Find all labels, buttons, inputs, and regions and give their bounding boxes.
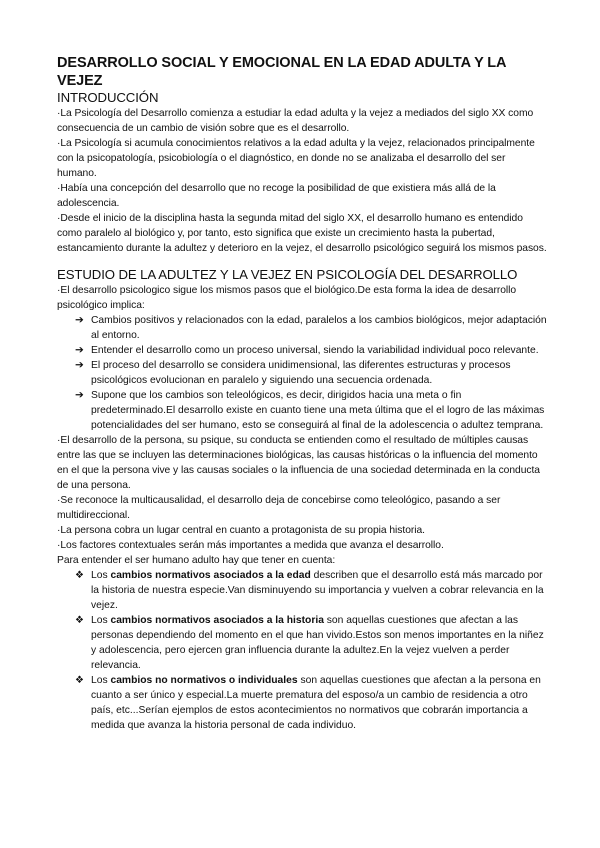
arrow-list — [57, 313, 547, 433]
study-paragraph-5: Para entender el ser humano adulto hay que tener en cuenta: — [57, 555, 336, 566]
arrow-bullet-icon: ➔ — [75, 360, 84, 371]
list-item-bold-term: cambios no normativos o individuales — [110, 675, 298, 686]
list-item-pre: Los — [91, 675, 111, 686]
study-paragraph-2: ·Se reconoce la multicausalidad, el desarrollo deja de concebirse como teleológico, pasando a ser multidireccional. — [57, 495, 501, 521]
intro-paragraph-4: ·Desde el inicio de la disciplina hasta la segunda mitad del siglo XX, el desarrollo humano es entendido como paralelo al biológico y, por tanto, esto significa que existe un crecimiento hasta la pubertad, estancamiento durante la adultez y deterioro en la vejez, el desarrollo psicológico seguirá los mismos pasos. — [57, 213, 547, 254]
arrow-bullet-icon: ➔ — [75, 345, 84, 356]
list-item-text: El proceso del desarrollo se considera unidimensional, las diferentes estructuras y procesos psicológicos evolucionan en paralelo y siguiendo una secuencia ordenada. — [91, 360, 511, 386]
intro-paragraph-1: ·La Psicología del Desarrollo comienza a estudiar la edad adulta y la vejez a mediados del siglo XX como consecuencia de un cambio de visión sobre que es el desarrollo. — [57, 108, 534, 134]
list-item — [57, 568, 547, 613]
intro-paragraph-3: ·Había una concepción del desarrollo que no recoge la posibilidad de que existiera más allá de la adolescencia. — [57, 183, 496, 209]
arrow-bullet-icon: ➔ — [75, 315, 84, 326]
list-item-pre: Los — [91, 615, 111, 626]
list-item — [57, 358, 547, 388]
list-item — [57, 343, 547, 358]
study-intro-paragraph: ·El desarrollo psicologico sigue los mismos pasos que el biológico.De esta forma la idea de desarrollo psicológico implica: — [57, 285, 517, 311]
diamond-list — [57, 568, 547, 733]
list-item-post: describen que el desarrollo está más marcado por la historia de nuestra especie.Van disminuyendo su importancia y vuelven a cobrar relevancia en la vejez. — [91, 570, 544, 611]
study-paragraph-4: ·Los factores contextuales serán más importantes a medida que avanza el desarrollo. — [57, 540, 444, 551]
list-item-pre: Los — [91, 570, 111, 581]
diamond-bullet-icon: ❖ — [75, 615, 84, 626]
list-item-post: son aquellas cuestiones que afectan a la persona en cuanto a ser único y especial.La muerte prematura del esposo/a un cambio de residencia a otro país, etc...Serían ejemplos de estos acontecimientos no normativos que cobrarán importancia a medida que avanza la historia personal de cada individuo. — [91, 675, 541, 731]
study-paragraph-1: ·El desarrollo de la persona, su psique, su conducta se entienden como el resultado de múltiples causas entre las que se incluyen las determinaciones biológicas, las causas históricas o la influencia del momento en el que la persona vive y las causas sociales o la influencia de una sociedad determinada en la conducta de una persona. — [57, 435, 540, 491]
diamond-bullet-icon: ❖ — [75, 675, 84, 686]
section-heading-study: ESTUDIO DE LA ADULTEZ Y LA VEJEZ EN PSICOLOGÍA DEL DESARROLLO — [57, 267, 518, 282]
list-item-text: Entender el desarrollo como un proceso universal, siendo la variabilidad individual poco relevante. — [91, 345, 539, 356]
intro-paragraph-2: ·La Psicología si acumula conocimientos relativos a la edad adulta y la vejez, relacionados principalmente con la psicopatología, psicobiología o el diagnóstico, en donde no se analizaba el desarrollo del ser humano. — [57, 138, 535, 179]
list-item — [57, 613, 547, 673]
arrow-bullet-icon: ➔ — [75, 390, 84, 401]
list-item — [57, 388, 547, 433]
document-page — [57, 54, 547, 733]
list-item-text: Cambios positivos y relacionados con la edad, paralelos a los cambios biológicos, mejor adaptación al entorno. — [91, 315, 547, 341]
list-item — [57, 673, 547, 733]
diamond-bullet-icon: ❖ — [75, 570, 84, 581]
list-item-text: Supone que los cambios son teleológicos, es decir, dirigidos hacia una meta o fin predeterminado.El desarrollo existe en cuanto tiene una meta última que el el logro de las máximas potencialidades del ser humano, esto se conseguirá al final de la adolescencia o adultez temprana. — [91, 390, 545, 431]
section-heading-introduction: INTRODUCCIÓN — [57, 90, 159, 105]
list-item — [57, 313, 547, 343]
study-paragraph-3: ·La persona cobra un lugar central en cuanto a protagonista de su propia historia. — [57, 525, 425, 536]
list-item-bold-term: cambios normativos asociados a la historia — [110, 615, 324, 626]
list-item-post: son aquellas cuestiones que afectan a las personas dependiendo del momento en el que han vivido.Estos son menos importantes en la niñez y adolescencia, pero ejercen gran influencia durante la adultez.En la vejez vuelven a perder relevancia. — [91, 615, 544, 671]
document-title: DESARROLLO SOCIAL Y EMOCIONAL EN LA EDAD ADULTA Y LA VEJEZ — [57, 55, 506, 89]
list-item-bold-term: cambios normativos asociados a la edad — [110, 570, 311, 581]
